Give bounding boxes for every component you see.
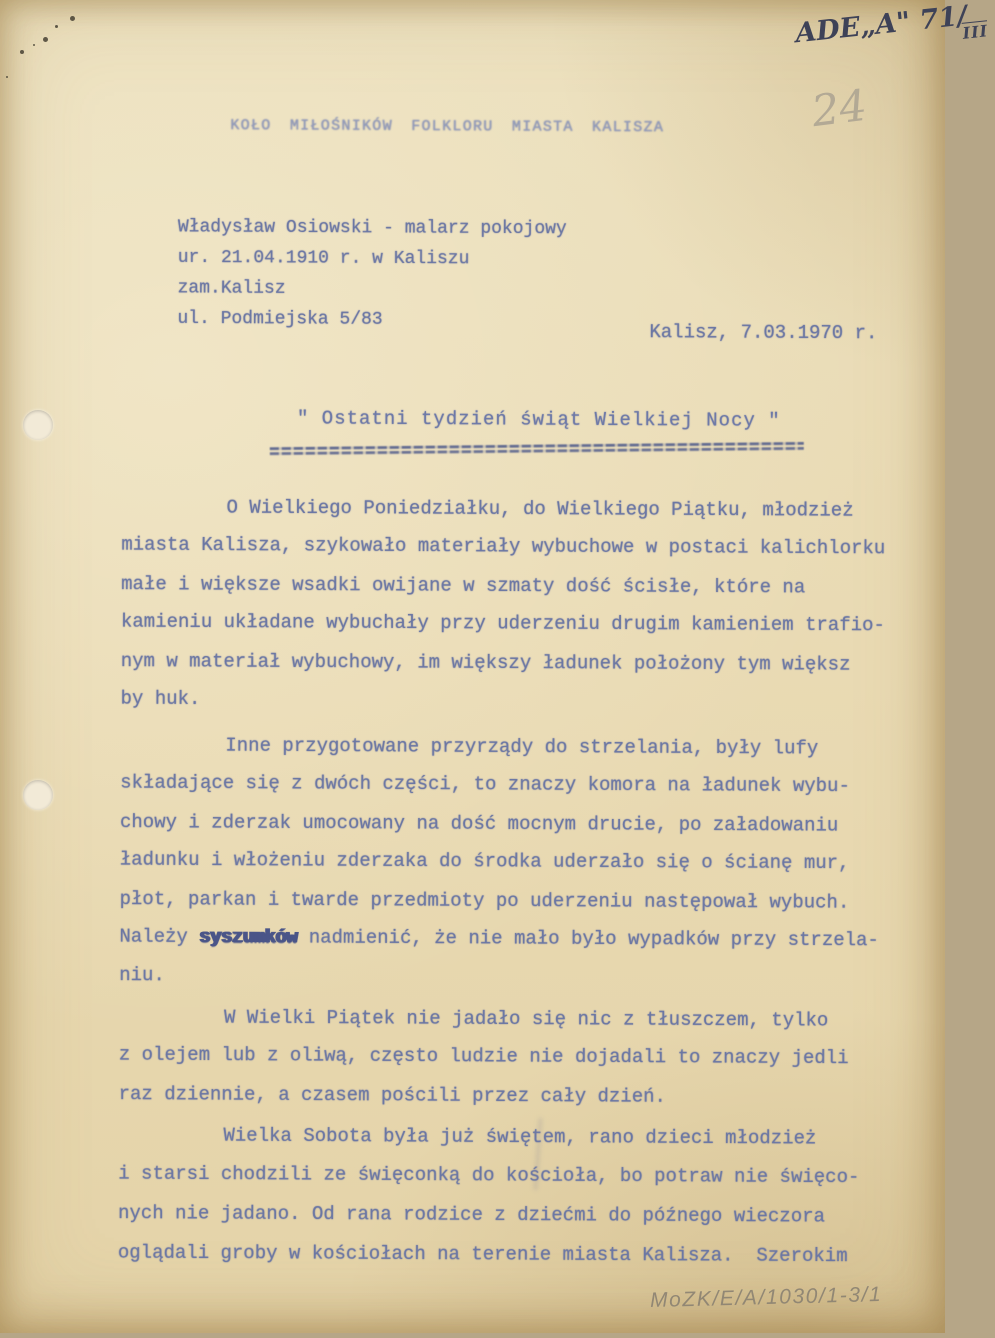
- typed-line: z olejem lub z oliwą, często ludzie nie dojadali to znaczy jedli: [118, 1043, 849, 1070]
- typed-line: małe i większe wsadki owijane w szmaty dość ścisłe, które na: [121, 573, 806, 599]
- paragraph-4: [118, 1116, 919, 1277]
- archive-ref-roman-numeral: $\overline{III}$: [961, 21, 990, 43]
- typed-line: chowy i zderzak umocowany na dość mocnym drucie, po załadowaniu: [119, 811, 839, 837]
- typed-line: raz dziennie, a czasem pościli przez cały dzień.: [118, 1083, 666, 1108]
- typed-line: składające się z dwóch części, to znaczy komora na ładunek wybu-: [120, 772, 850, 798]
- handwritten-page-number: 24: [809, 80, 870, 138]
- typed-line: O Wielkiego Poniedziałku, do Wielkiego Piątku, młodzież: [226, 496, 854, 522]
- typed-line: oglądali groby w kościołach na terenie miasta Kalisza. Szerokim: [117, 1241, 848, 1267]
- typed-line: i starsi chodzili ze święconką do kościoła, bo potraw nie święco-: [118, 1162, 860, 1189]
- typed-line: niu.: [119, 964, 165, 987]
- typed-line: W Wielki Piątek nie jadało się nic z tłuszczem, tylko: [223, 1006, 829, 1032]
- title-underline: [270, 442, 804, 455]
- author-birth-line: ur. 21.04.1910 r. w Kaliszu: [177, 247, 470, 269]
- document-title: " Ostatni tydzień świąt Wielkiej Nocy ": [296, 407, 781, 432]
- archive-ref-text: ADE„A" 71/: [793, 0, 969, 50]
- author-residence-line: zam.Kalisz: [177, 278, 286, 299]
- typed-line-with-overstrike: [119, 918, 919, 960]
- paragraph-2: [119, 726, 920, 999]
- line-segment: nadmienić, że nie mało było wypadków przy strzela-: [297, 926, 879, 952]
- paragraph-1: [120, 488, 921, 722]
- typed-line: Inne przygotowane przyrządy do strzelania, były lufy: [225, 734, 819, 760]
- typed-line: by huk.: [120, 687, 201, 711]
- overstruck-word: syszumków: [199, 926, 298, 949]
- typed-line: płot, parkan i twarde przedmioty po uderzeniu następował wybuch.: [119, 887, 850, 914]
- typed-line: kamieniu układane wybuchały przy uderzeniu drugim kamieniem trafio-: [120, 610, 885, 637]
- line-segment: Należy: [119, 925, 200, 949]
- place-date-line: Kalisz, 7.03.1970 r.: [649, 321, 878, 345]
- typed-line: Wielka Sobota była już świętem, rano dzieci młodzież: [223, 1124, 817, 1150]
- handwritten-inventory-number: MoZK/E/A/1030/1-3/1: [649, 1282, 883, 1313]
- typed-line: ładunku i włożeniu zderzaka do środka uderzało się o ścianę mur,: [119, 848, 850, 875]
- paragraph-3: [119, 998, 920, 1117]
- author-name-line: Władysław Osiowski - malarz pokojowy: [177, 217, 567, 240]
- typed-line: nym w materiał wybuchowy, im większy ładunek położony tym większ: [120, 649, 851, 676]
- author-block: [177, 212, 566, 336]
- typed-line: nych nie jadano. Od rana rodzice z dziećmi do późnego wieczora: [118, 1202, 826, 1229]
- typed-line: miasta Kalisza, szykowało materiały wybuchowe w postaci kalichlorku: [121, 534, 886, 560]
- author-address-line: ul. Podmiejska 5/83: [177, 308, 383, 330]
- organization-header: KOŁO MIŁOŚNIKÓW FOLKLORU MIASTA KALISZA: [230, 117, 665, 137]
